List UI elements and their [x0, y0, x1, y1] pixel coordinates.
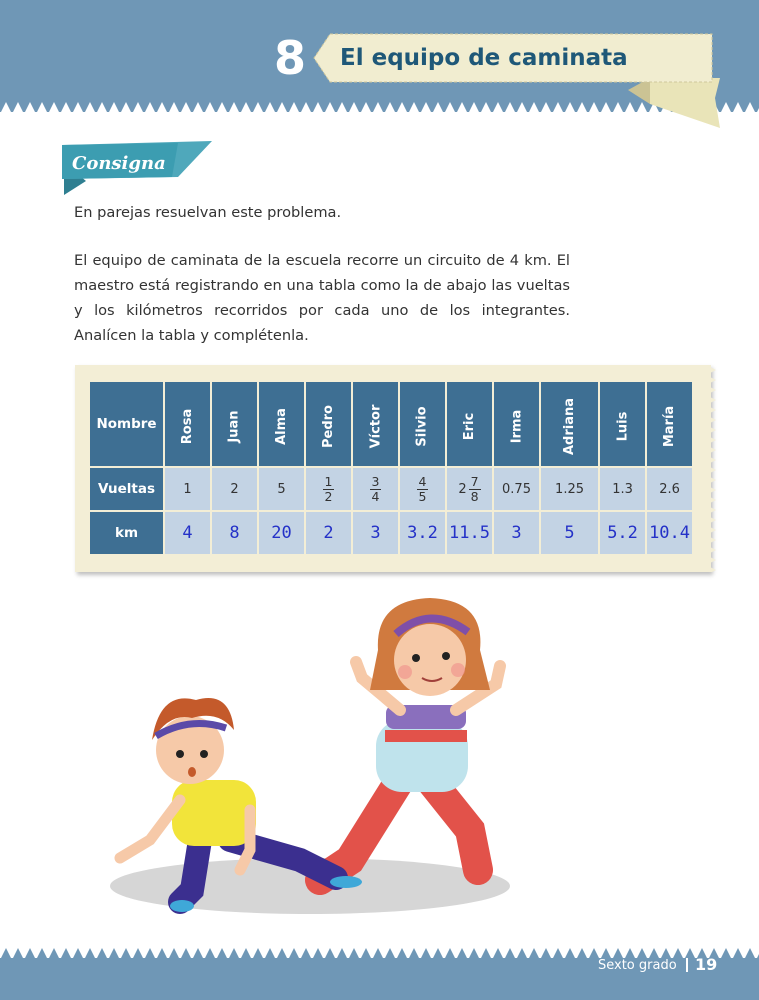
fraction-value: [417, 475, 429, 504]
children-stretching-illustration: [100, 590, 560, 920]
column-header: [600, 382, 645, 466]
denominator: 4: [371, 488, 380, 504]
fraction-value: [458, 475, 480, 504]
laps-cell: [400, 468, 445, 510]
numerator: 1: [324, 473, 333, 489]
laps-cell: [447, 468, 492, 510]
torn-edge: [706, 365, 718, 572]
km-cell: 5: [541, 512, 598, 554]
laps-value: 1: [183, 481, 192, 497]
laps-cell: [647, 468, 692, 510]
footer-divider: [686, 958, 688, 972]
numerator: 3: [371, 473, 380, 489]
numerator: 4: [418, 473, 427, 489]
row-header-vueltas: Vueltas: [90, 468, 163, 510]
laps-value: 0.75: [502, 481, 531, 497]
laps-table: [88, 380, 694, 556]
names-row: [90, 382, 692, 466]
student-name: Rosa: [179, 408, 195, 444]
column-header: [447, 382, 492, 466]
student-name: Luis: [615, 411, 631, 441]
column-header: [212, 382, 257, 466]
column-header: [647, 382, 692, 466]
page-number: 19: [695, 955, 718, 974]
student-name: Eric: [462, 412, 477, 440]
laps-value: 1.3: [612, 481, 633, 497]
laps-cell: [494, 468, 539, 510]
km-cell: 11.5: [447, 512, 492, 554]
student-name: Juan: [227, 409, 242, 443]
girl-figure: [320, 598, 500, 880]
column-header: [306, 382, 351, 466]
student-name: Adriana: [562, 397, 578, 455]
laps-cell: [353, 468, 398, 510]
km-cell: 4: [165, 512, 210, 554]
student-name: María: [662, 405, 678, 447]
km-cell: 3: [494, 512, 539, 554]
lesson-number: 8: [273, 31, 306, 85]
km-cell: 5.2: [600, 512, 645, 554]
fraction-value: [323, 475, 335, 504]
column-header: [494, 382, 539, 466]
column-header: [353, 382, 398, 466]
fraction-value: [370, 475, 382, 504]
laps-cell: [600, 468, 645, 510]
student-name: Alma: [274, 407, 289, 445]
row-header-km: km: [90, 512, 163, 554]
laps-cell: [212, 468, 257, 510]
km-cell: 10.4: [647, 512, 692, 554]
section-label: Consigna: [72, 153, 166, 174]
km-cell: 8: [212, 512, 257, 554]
column-header: [259, 382, 304, 466]
column-header: [541, 382, 598, 466]
km-cell: 3.2: [400, 512, 445, 554]
denominator: 8: [470, 488, 479, 504]
laps-value: 2.6: [659, 481, 680, 497]
problem-text: El equipo de caminata de la escuela recorre un circuito de 4 km. El maestro está registrando en una tabla como la de abajo las vueltas y los kilómetros recorridos por cada uno de los integrantes. Analícen la tabla y complétenla.: [74, 252, 570, 344]
km-row: [90, 512, 692, 554]
instruction-text: En parejas resuelvan este problema.: [74, 204, 342, 221]
km-cell: 20: [259, 512, 304, 554]
laps-cell: [541, 468, 598, 510]
km-cell: 2: [306, 512, 351, 554]
numerator: 7: [470, 473, 479, 489]
laps-value: 5: [277, 481, 286, 497]
page-title: El equipo de caminata: [340, 45, 628, 71]
laps-cell: [259, 468, 304, 510]
laps-cell: [165, 468, 210, 510]
student-name: Víctor: [368, 404, 383, 448]
column-header: [400, 382, 445, 466]
laps-value: 2: [230, 481, 239, 497]
denominator: 5: [418, 488, 427, 504]
row-header-nombre: Nombre: [90, 382, 163, 466]
whole-part: 2: [458, 481, 467, 497]
student-name: Silvio: [414, 405, 430, 447]
laps-value: 1.25: [555, 481, 584, 497]
laps-row: [90, 468, 692, 510]
laps-cell: [306, 468, 351, 510]
student-name: Pedro: [321, 404, 336, 448]
student-name: Irma: [508, 409, 524, 443]
grade-label: Sexto grado: [598, 958, 677, 973]
denominator: 2: [324, 488, 333, 504]
km-cell: 3: [353, 512, 398, 554]
column-header: [165, 382, 210, 466]
